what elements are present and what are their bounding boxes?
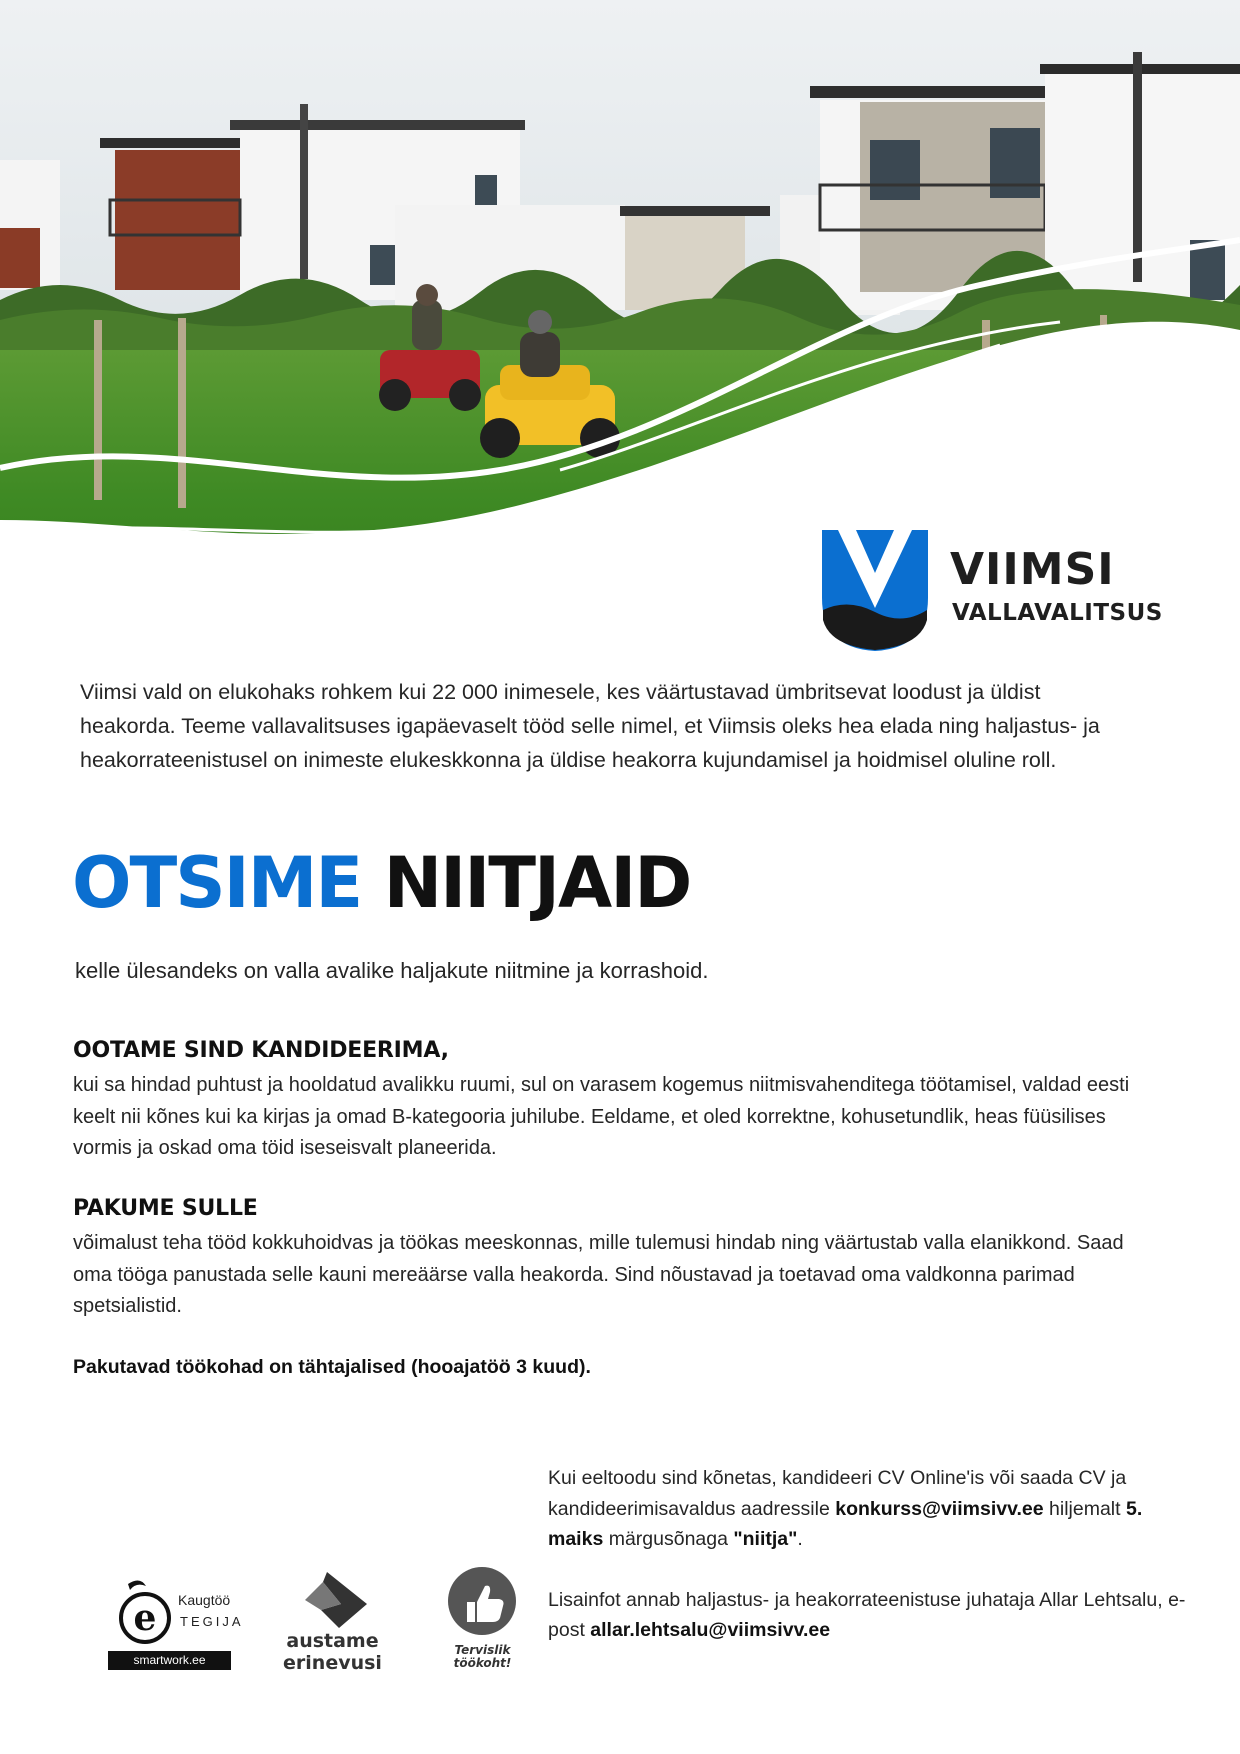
diamond-shape-icon — [275, 1570, 390, 1630]
viimsi-logo — [820, 528, 1163, 653]
headline-blue-word: OTSIME — [72, 842, 362, 924]
logo-name-line2: VALLAVALITSUS — [952, 600, 1163, 626]
apply-text-1: Kui eeltoodu sind kõnetas, kandideeri CV Online'is või saada CV ja kandideerimisavaldus aadressile — [548, 1467, 1127, 1520]
thumbs-up-icon — [445, 1566, 520, 1641]
contact-text: Lisainfot annab haljastus- ja heakorrateenistuse juhataja Allar Lehtsalu, e-post — [548, 1588, 1186, 1641]
tervislik-label: Tervislik — [454, 1643, 511, 1657]
e-letter-icon — [100, 1578, 180, 1648]
application-keyword: "niitja" — [733, 1528, 798, 1550]
section-text-candidate: kui sa hindad puhtust ja hooldatud avalikku ruumi, sul on varasem kogemus niitmisvahenditega töötamisel, valdad eesti keelt nii kõnes kui ka kirjas ja omad B-kategooria juhilube. Eeldame, et oled korrektne, kohusetundlik, heas füüsilises vormis ja oskad oma töid iseseisvalt planeerida. — [73, 1074, 1130, 1159]
application-info — [548, 1463, 1188, 1646]
apply-text-2: hiljemalt — [1049, 1497, 1121, 1520]
tegija-label: TEGIJA — [180, 1614, 244, 1629]
kaugtoo-tegija-badge — [100, 1578, 244, 1670]
tervislik-tookoht-badge — [445, 1566, 520, 1671]
headline-black-word: NIITJAID — [383, 842, 691, 924]
section-title-offer: PAKUME SULLE — [73, 1196, 258, 1221]
apply-text-3: märgusõnaga — [608, 1528, 728, 1550]
erinevusi-label: erinevusi — [283, 1652, 382, 1674]
contract-note: Pakutavad töökohad on tähtajalised (hooajatöö 3 kuud). — [73, 1356, 591, 1378]
kaugtoo-label: Kaugtöö — [178, 1592, 231, 1608]
headline-subline: kelle ülesandeks on valla avalike haljakute niitmine ja korrashoid. — [75, 958, 709, 983]
application-deadline: 5. maiks — [548, 1497, 1143, 1550]
svg-text:e: e — [133, 1597, 157, 1639]
smartwork-label: smartwork.ee — [108, 1651, 231, 1670]
logo-name-line1: VIIMSI — [950, 544, 1115, 595]
apply-text-4: . — [797, 1528, 803, 1550]
austame-label: austame — [286, 1630, 379, 1652]
contact-email-link[interactable]: allar.lehtsalu@viimsivv.ee — [590, 1619, 831, 1641]
section-text-offer: võimalust teha tööd kokkuhoidvas ja töökas meeskonnas, mille tulemusi hindab ning väärtustab valla elanikkond. Saad oma tööga panustada selle kauni mereäärse valla heakorda. Sind nõustavad ja toetavad oma valdkonna parimad spetsialistid. — [73, 1232, 1124, 1317]
application-email-link[interactable]: konkurss@viimsivv.ee — [835, 1497, 1044, 1520]
intro-paragraph: Viimsi vald on elukohaks rohkem kui 22 000 inimesele, kes väärtustavad ümbritsevat loodust ja üldist heakorda. Teeme vallavalitsuses igapäevaselt tööd selle nimel, et Viimsis oleks hea elada ning haljastus- ja heakorrateenistusel on inimeste elukeskkonna ja üldise heakorra kujundamisel ja hoidmisel oluline roll. — [80, 680, 1100, 772]
viimsi-crest-icon — [820, 528, 930, 653]
page-headline — [72, 842, 691, 924]
austame-erinevusi-badge — [275, 1570, 390, 1675]
section-title-candidate: OOTAME SIND KANDIDEERIMA, — [73, 1038, 449, 1063]
tookoht-label: töökoht! — [453, 1656, 512, 1670]
